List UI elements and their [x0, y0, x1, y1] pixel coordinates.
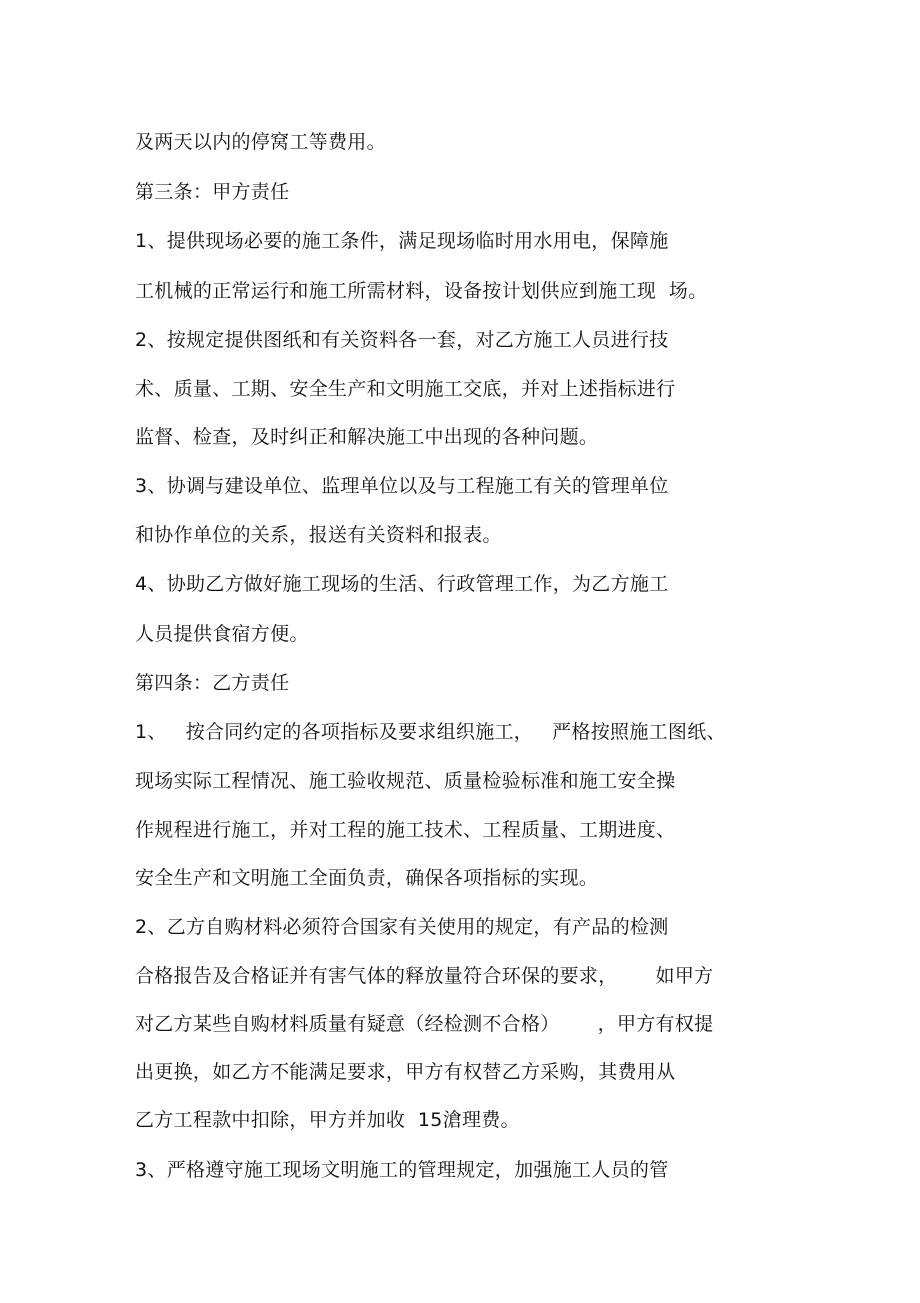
text-line-9: 和协作单位的关系，报送有关资料和报表。 — [135, 524, 502, 546]
section-heading-4: 第四条：乙方责任 — [135, 672, 290, 694]
text-line-16: 安全生产和文明施工全面负责，确保各项指标的实现。 — [135, 867, 599, 889]
text-line-7: 监督、检查，及时纠正和解决施工中出现的各种问题。 — [135, 426, 599, 448]
text-line-5: 2、按规定提供图纸和有关资料各一套，对乙方施工人员进行技 — [135, 329, 669, 351]
section-heading-3: 第三条：甲方责任 — [135, 181, 290, 203]
text-line-17: 2、乙方自购材料必须符合国家有关使用的规定，有产品的检测 — [135, 916, 669, 938]
text-line-13: 1、 按合同约定的各项指标及要求组织施工， 严格按照施工图纸、 — [135, 721, 726, 743]
text-line-19: 对乙方某些自购材料质量有疑意（经检测不合格） ，甲方有权提 — [135, 1013, 714, 1035]
text-line-8: 3、协调与建设单位、监理单位以及与工程施工有关的管理单位 — [135, 475, 669, 497]
text-line-15: 作规程进行施工，并对工程的施工技术、工程质量、工期进度、 — [135, 819, 676, 841]
text-line-1: 及两天以内的停窝工等费用。 — [135, 131, 386, 153]
text-line-10: 4、协助乙方做好施工现场的生活、行政管理工作，为乙方施工 — [135, 573, 669, 595]
text-line-14: 现场实际工程情况、施工验收规范、质量检验标准和施工安全操 — [135, 770, 676, 792]
text-line-20: 出更换，如乙方不能满足要求，甲方有权替乙方采购，其费用从 — [135, 1061, 676, 1083]
text-line-22: 3、严格遵守施工现场文明施工的管理规定，加强施工人员的管 — [135, 1159, 669, 1181]
text-line-21: 乙方工程款中扣除，甲方并加收 15滄理费。 — [135, 1109, 520, 1131]
text-line-4: 工机械的正常运行和施工所需材料，设备按计划供应到施工现 场。 — [135, 280, 708, 302]
text-line-18: 合格报告及合格证并有害气体的释放量符合环保的要求， 如甲方 — [135, 965, 714, 987]
text-line-11: 人员提供食宿方便。 — [135, 623, 309, 645]
text-line-6: 术、质量、工期、安全生产和文明施工交底，并对上述指标进行 — [135, 378, 676, 400]
text-line-3: 1、提供现场必要的施工条件，满足现场临时用水用电，保障施 — [135, 230, 669, 252]
